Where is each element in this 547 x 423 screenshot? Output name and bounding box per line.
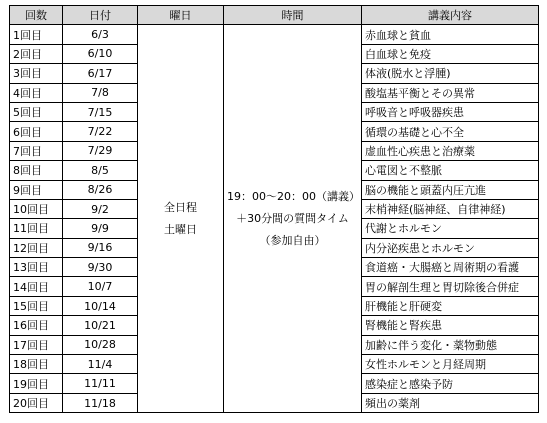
table-body bbox=[10, 25, 539, 413]
lecture-topic-cell: 食道癌・大腸癌と周術期の看護 bbox=[362, 258, 539, 277]
session-count-cell: 12回目 bbox=[10, 238, 63, 257]
lecture-topic-cell: 頻出の薬剤 bbox=[362, 393, 539, 412]
session-count-cell: 14回目 bbox=[10, 277, 63, 296]
session-date-cell: 11/4 bbox=[63, 355, 138, 374]
session-count-cell: 4回目 bbox=[10, 83, 63, 102]
weekday-merged-cell bbox=[138, 25, 224, 413]
session-date-cell: 7/15 bbox=[63, 102, 138, 121]
session-count-cell: 5回目 bbox=[10, 102, 63, 121]
header-date: 日付 bbox=[63, 6, 138, 25]
lecture-topic-cell: 末梢神経(脳神経、自律神経) bbox=[362, 199, 539, 218]
session-count-cell: 13回目 bbox=[10, 258, 63, 277]
lecture-topic-cell: 腎機能と腎疾患 bbox=[362, 316, 539, 335]
time-merged-cell bbox=[224, 25, 362, 413]
session-date-cell: 6/10 bbox=[63, 44, 138, 63]
session-date-cell: 8/26 bbox=[63, 180, 138, 199]
time-text-line1: 19：00～20：00（講義） bbox=[227, 189, 360, 203]
session-date-cell: 6/3 bbox=[63, 25, 138, 44]
weekday-text-line1: 全日程 bbox=[164, 200, 197, 214]
session-count-cell: 17回目 bbox=[10, 335, 63, 354]
lecture-topic-cell: 加齢に伴う変化・薬物動態 bbox=[362, 335, 539, 354]
session-count-cell: 7回目 bbox=[10, 141, 63, 160]
weekday-text-line2: 土曜日 bbox=[164, 222, 197, 236]
session-date-cell: 8/5 bbox=[63, 161, 138, 180]
header-time: 時間 bbox=[224, 6, 362, 25]
session-date-cell: 10/14 bbox=[63, 296, 138, 315]
session-count-cell: 11回目 bbox=[10, 219, 63, 238]
session-count-cell: 16回目 bbox=[10, 316, 63, 335]
session-date-cell: 9/16 bbox=[63, 238, 138, 257]
lecture-schedule-table bbox=[9, 5, 539, 413]
lecture-topic-cell: 白血球と免疫 bbox=[362, 44, 539, 63]
time-text-line2: ＋30分間の質問タイム bbox=[236, 211, 349, 225]
lecture-topic-cell: 胃の解剖生理と胃切除後合併症 bbox=[362, 277, 539, 296]
session-count-cell: 1回目 bbox=[10, 25, 63, 44]
session-date-cell: 9/9 bbox=[63, 219, 138, 238]
lecture-topic-cell: 内分泌疾患とホルモン bbox=[362, 238, 539, 257]
session-date-cell: 10/7 bbox=[63, 277, 138, 296]
session-date-cell: 9/30 bbox=[63, 258, 138, 277]
session-count-cell: 19回目 bbox=[10, 374, 63, 393]
session-date-cell: 9/2 bbox=[63, 199, 138, 218]
session-date-cell: 7/29 bbox=[63, 141, 138, 160]
lecture-topic-cell: 虚血性心疾患と治療薬 bbox=[362, 141, 539, 160]
session-date-cell: 11/18 bbox=[63, 393, 138, 412]
session-count-cell: 6回目 bbox=[10, 122, 63, 141]
session-count-cell: 8回目 bbox=[10, 161, 63, 180]
lecture-topic-cell: 体液(脱水と浮腫) bbox=[362, 64, 539, 83]
session-count-cell: 20回目 bbox=[10, 393, 63, 412]
session-date-cell: 6/17 bbox=[63, 64, 138, 83]
session-count-cell: 3回目 bbox=[10, 64, 63, 83]
time-text-line3: （参加自由） bbox=[259, 233, 326, 247]
session-count-cell: 15回目 bbox=[10, 296, 63, 315]
table-row bbox=[10, 25, 539, 44]
session-date-cell: 10/28 bbox=[63, 335, 138, 354]
table-header-row bbox=[10, 6, 539, 25]
session-date-cell: 7/22 bbox=[63, 122, 138, 141]
lecture-topic-cell: 赤血球と貧血 bbox=[362, 25, 539, 44]
header-count: 回数 bbox=[10, 6, 63, 25]
lecture-topic-cell: 心電図と不整脈 bbox=[362, 161, 539, 180]
lecture-topic-cell: 脳の機能と頭蓋内圧亢進 bbox=[362, 180, 539, 199]
header-weekday: 曜日 bbox=[138, 6, 224, 25]
session-count-cell: 10回目 bbox=[10, 199, 63, 218]
lecture-topic-cell: 酸塩基平衡とその異常 bbox=[362, 83, 539, 102]
lecture-topic-cell: 呼吸音と呼吸器疾患 bbox=[362, 102, 539, 121]
header-topic: 講義内容 bbox=[362, 6, 539, 25]
lecture-topic-cell: 感染症と感染予防 bbox=[362, 374, 539, 393]
session-count-cell: 2回目 bbox=[10, 44, 63, 63]
session-date-cell: 11/11 bbox=[63, 374, 138, 393]
session-date-cell: 7/8 bbox=[63, 83, 138, 102]
lecture-topic-cell: 循環の基礎と心不全 bbox=[362, 122, 539, 141]
session-count-cell: 18回目 bbox=[10, 355, 63, 374]
lecture-topic-cell: 肝機能と肝硬変 bbox=[362, 296, 539, 315]
session-date-cell: 10/21 bbox=[63, 316, 138, 335]
lecture-topic-cell: 代謝とホルモン bbox=[362, 219, 539, 238]
session-count-cell: 9回目 bbox=[10, 180, 63, 199]
lecture-topic-cell: 女性ホルモンと月経周期 bbox=[362, 355, 539, 374]
